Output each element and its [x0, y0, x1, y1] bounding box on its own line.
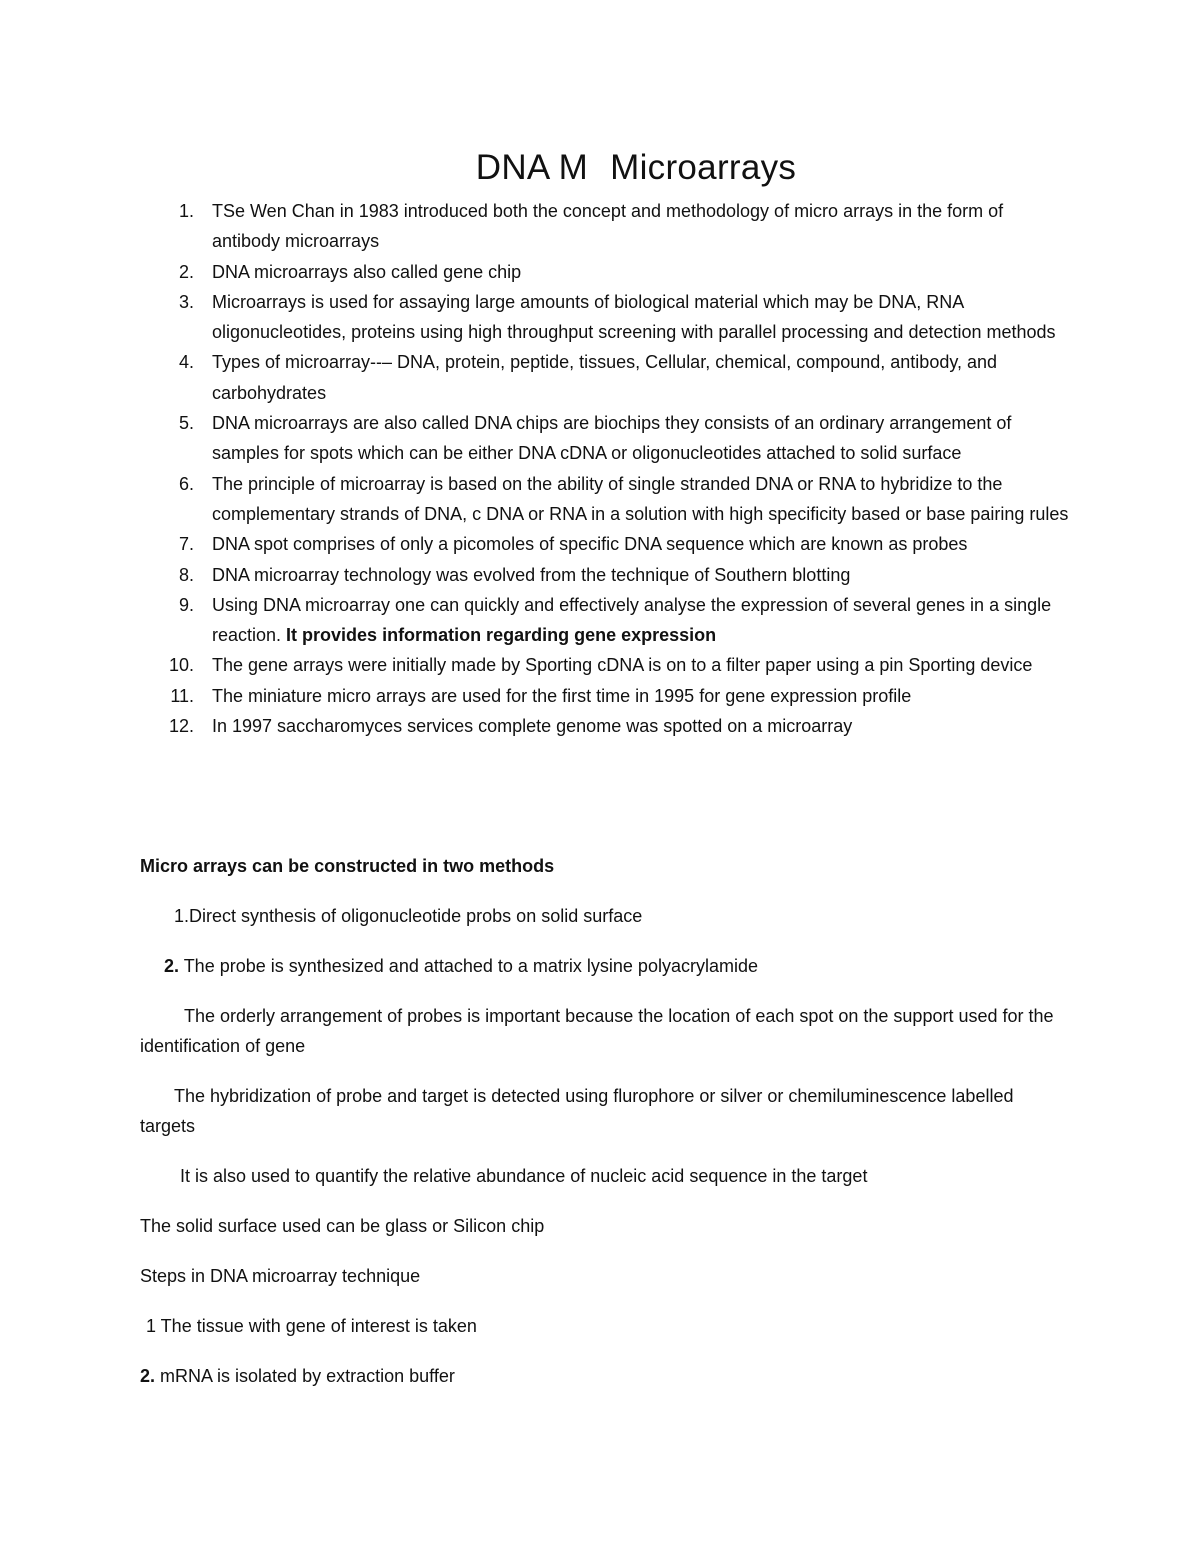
list-item [140, 711, 1070, 741]
paragraph-orderly-arrangement: The orderly arrangement of probes is important because the location of each spot on the support used for the identification of gene [140, 1006, 1054, 1057]
list-item-text: DNA microarrays also called gene chip [212, 261, 522, 282]
title-part-1: DNA M [475, 148, 589, 187]
list-item-number: 4. [178, 352, 194, 373]
list-item [140, 257, 1070, 287]
list-item-bold-text: It provides information regarding gene expression [286, 625, 717, 646]
method-item-2-text: The probe is synthesized and attached to a matrix lysine polyacrylamide [179, 956, 758, 976]
page-title [0, 146, 1200, 190]
list-item-text: The gene arrays were initially made by Sporting cDNA is on to a filter paper using a pin Sporting device [212, 655, 1033, 676]
list-item-number: 6. [178, 473, 194, 494]
method-item-2-number: 2. [164, 956, 180, 976]
list-item-text: The miniature micro arrays are used for the first time in 1995 for gene expression profile [212, 685, 912, 706]
list-item-number: 3. [178, 291, 194, 312]
list-item [140, 681, 1070, 711]
list-item [140, 196, 1070, 257]
list-item-text: DNA spot comprises of only a picomoles of specific DNA sequence which are known as probes [212, 534, 968, 555]
list-item-text: DNA microarrays are also called DNA chips are biochips they consists of an ordinary arrangement of samples for spots which can be either DNA cDNA or oligonucleotides attached to solid surface [212, 413, 1012, 464]
step-item-2-text: mRNA is isolated by extraction buffer [155, 1366, 455, 1386]
list-item-text: Using DNA microarray one can quickly and effectively analyse the expression of several genes in a single reaction. [212, 594, 1052, 646]
paragraph-solid-surface: The solid surface used can be glass or Silicon chip [140, 1216, 545, 1236]
paragraph-quantify: It is also used to quantify the relative abundance of nucleic acid sequence in the target [180, 1166, 868, 1186]
list-item [140, 287, 1070, 348]
list-item-text: Microarrays is used for assaying large amounts of biological material which may be DNA, RNA oligonucleotides, proteins using high throughput screening with parallel processing and detection methods [212, 291, 1056, 343]
list-item [140, 469, 1070, 530]
list-item [140, 590, 1070, 651]
list-item-number: 10. [168, 655, 194, 676]
list-item-number: 2. [178, 261, 194, 282]
step-item-2 [140, 1361, 455, 1391]
list-item-number: 1. [178, 201, 194, 221]
list-item-number: 11. [170, 685, 194, 706]
paragraph-hybridization: The hybridization of probe and target is detected using flurophore or silver or chemiluminescence labelled targets [140, 1086, 1014, 1137]
list-item-text: TSe Wen Chan in 1983 introduced both the concept and methodology of micro arrays in the form of antibody microarrays [212, 201, 1004, 252]
numbered-points-list [140, 196, 1070, 741]
list-item [140, 560, 1070, 590]
title-part-2: Microarrays [610, 148, 797, 187]
list-item-text: In 1997 saccharomyces services complete genome was spotted on a microarray [212, 716, 853, 737]
step-item-1: 1 The tissue with gene of interest is taken [146, 1316, 477, 1336]
list-item-text: DNA microarray technology was evolved from the technique of Southern blotting [212, 564, 851, 585]
list-item-number: 8. [178, 564, 194, 585]
list-item-number: 12. [168, 716, 194, 737]
list-item-text: Types of microarray--– DNA, protein, peptide, tissues, Cellular, chemical, compound, antibody, and carbohydrates [212, 352, 998, 403]
methods-heading: Micro arrays can be constructed in two methods [140, 856, 555, 876]
list-item [140, 529, 1070, 559]
method-item-1: 1.Direct synthesis of oligonucleotide probs on solid surface [174, 906, 643, 926]
list-item-text: The principle of microarray is based on the ability of single stranded DNA or RNA to hybridize to the complementary strands of DNA, c DNA or RNA in a solution with high specificity based or base pairing rules [212, 473, 1069, 524]
steps-heading: Steps in DNA microarray technique [140, 1266, 421, 1286]
step-item-2-number: 2. [140, 1366, 156, 1386]
list-item-number: 9. [178, 594, 194, 615]
list-item-number: 5. [178, 413, 194, 434]
list-item-number: 7. [178, 534, 194, 555]
list-item [140, 347, 1070, 408]
list-item [140, 650, 1070, 680]
method-item-2 [164, 951, 758, 981]
list-item [140, 408, 1070, 469]
